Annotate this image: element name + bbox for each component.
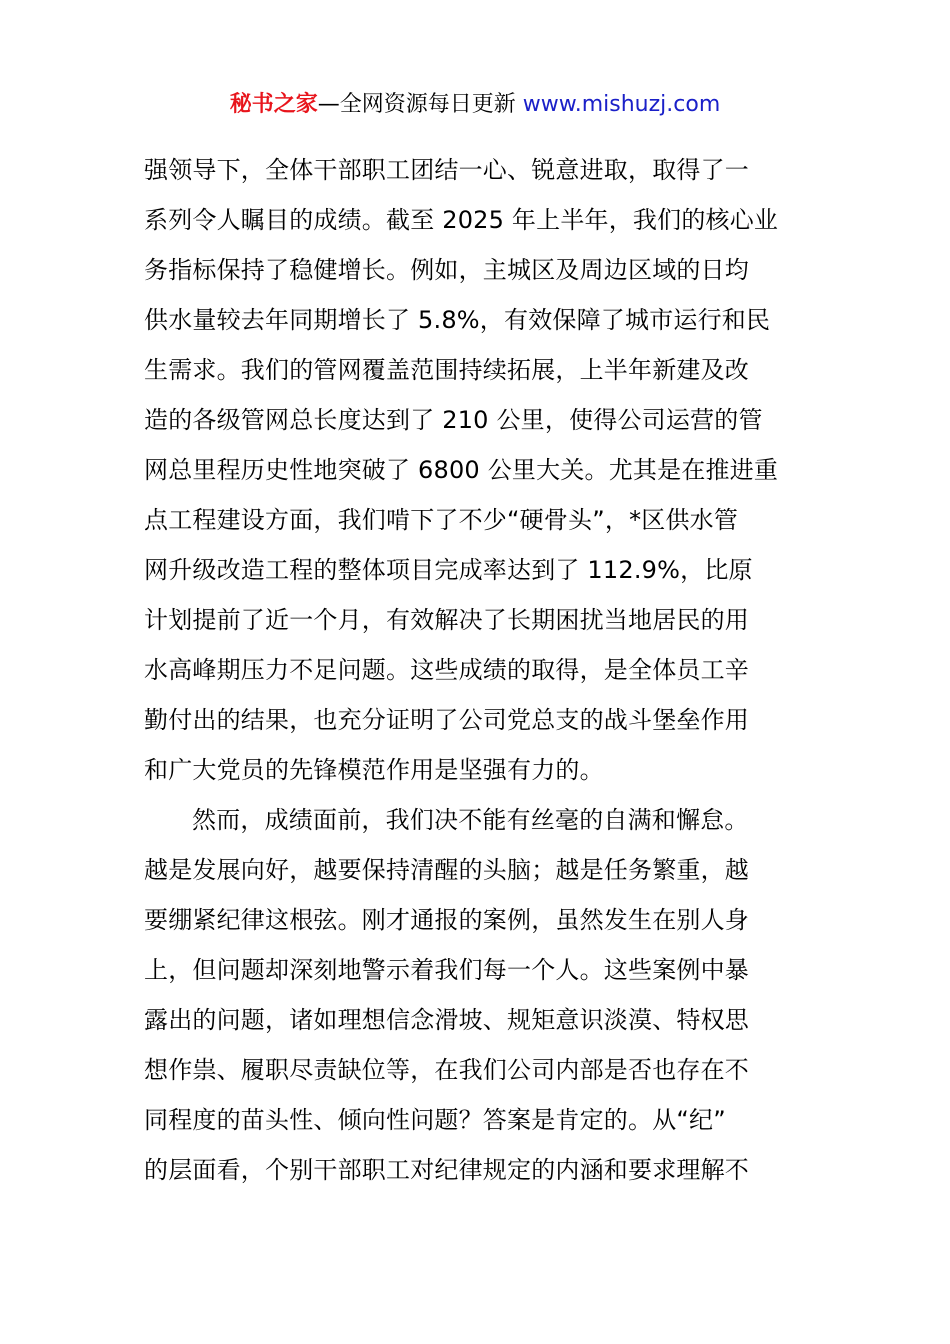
text-line: 同程度的苗头性、倾向性问题？答案是肯定的。从“纪” (144, 1106, 726, 1134)
text-line: 点工程建设方面，我们啃下了不少“硬骨头”，*区供水管 (144, 506, 739, 534)
text-line: 勤付出的结果，也充分证明了公司党总支的战斗堡垒作用 (144, 706, 749, 734)
text-line: 的层面看，个别干部职工对纪律规定的内涵和要求理解不 (144, 1156, 749, 1184)
text-line: 要绷紧纪律这根弦。刚才通报的案例，虽然发生在别人身 (144, 906, 749, 934)
site-url-link[interactable]: www.mishuzj.com (522, 92, 721, 117)
paragraph-1 (144, 145, 814, 795)
text-line: 想作祟、履职尽责缺位等，在我们公司内部是否也存在不 (144, 1056, 749, 1084)
text-line: 网升级改造工程的整体项目完成率达到了 112.9%，比原 (144, 556, 753, 584)
text-line-indented: 然而，成绩面前，我们决不能有丝毫的自满和懈怠。 (192, 806, 749, 834)
text-line: 供水量较去年同期增长了 5.8%，有效保障了城市运行和民 (144, 306, 771, 334)
text-line: 造的各级管网总长度达到了 210 公里，使得公司运营的管 (144, 406, 763, 434)
text-line: 和广大党员的先锋模范作用是坚强有力的。 (144, 756, 604, 784)
text-line: 露出的问题，诸如理想信念滑坡、规矩意识淡漠、特权思 (144, 1006, 749, 1034)
text-line: 务指标保持了稳健增长。例如，主城区及周边区域的日均 (144, 256, 749, 284)
header-tagline: —全网资源每日更新 (317, 92, 516, 117)
text-line: 网总里程历史性地突破了 6800 公里大关。尤其是在推进重 (144, 456, 779, 484)
text-line: 强领导下，全体干部职工团结一心、锐意进取，取得了一 (144, 156, 749, 184)
paragraph-2 (144, 795, 814, 1195)
text-line: 生需求。我们的管网覆盖范围持续拓展，上半年新建及改 (144, 356, 749, 384)
brand-name: 秘书之家 (229, 92, 318, 117)
text-line: 计划提前了近一个月，有效解决了长期困扰当地居民的用 (144, 606, 749, 634)
text-line: 上，但问题却深刻地警示着我们每一个人。这些案例中暴 (144, 956, 749, 984)
page-header (0, 88, 950, 122)
text-line: 系列令人瞩目的成绩。截至 2025 年上半年，我们的核心业 (144, 206, 779, 234)
text-line: 越是发展向好，越要保持清醒的头脑；越是任务繁重，越 (144, 856, 749, 884)
text-line: 水高峰期压力不足问题。这些成绩的取得，是全体员工辛 (144, 656, 749, 684)
document-body (144, 145, 814, 1195)
